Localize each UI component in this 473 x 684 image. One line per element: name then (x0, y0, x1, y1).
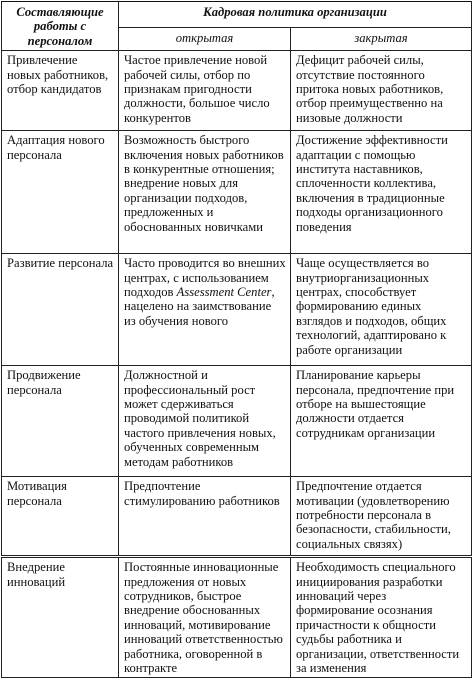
row-open (119, 254, 291, 366)
row-area: Мотивация персонала (2, 477, 119, 557)
table-row (2, 51, 472, 131)
row-open: Предпочтение стимулированию работников (119, 477, 291, 557)
row-open: Частое привлечение новой рабочей силы, отбор по признакам пригодности должности, большое число конкурентов (119, 51, 291, 131)
row-area: Привлечение новых работников, отбор кандидатов (2, 51, 119, 131)
hr-policy-table (1, 1, 472, 678)
table-row (2, 477, 472, 557)
row-closed: Планирование карьеры персонала, предпочтение при отборе на вышестоящие должности отдается сотрудникам организации (291, 366, 472, 477)
document-page (1, 1, 471, 682)
row-open: Постоянные инновационные предложения от новых сотрудников, быстрое внедрение обоснованных инноваций, мотивирование инноваций ответственностью работника, оговоренной в контракте (119, 557, 291, 678)
row-area: Внедрение инноваций (2, 557, 119, 678)
row-closed: Достижение эффективности адаптации с помощью института наставников, сплоченности коллектива, включения в традиционные подходы организационного поведения (291, 131, 472, 254)
table-row (2, 366, 472, 477)
header-area: Составляющие работы с персоналом (2, 2, 119, 51)
row-open-text: Часто проводится во внешних центрах, с использованием подходов (124, 256, 286, 300)
row-closed: Чаще осуществляется во внутриорганизационных центрах, способствует формированию единых взглядов и подходов, общих технологий, адаптировано к работе организации (291, 254, 472, 366)
row-closed: Предпочтение отдается мотивации (удовлетворению потребности персонала в безопасности, стабильности, социальных связях) (291, 477, 472, 557)
table-row (2, 254, 472, 366)
table-row (2, 557, 472, 678)
table-row (2, 131, 472, 254)
header-closed: закрытая (291, 27, 472, 51)
row-area: Продвижение персонала (2, 366, 119, 477)
row-closed: Дефицит рабочей силы, отсутствие постоянного притока новых работников, отбор преимущественно на низовые должности (291, 51, 472, 131)
row-closed: Необходимость специального инициирования разработки инноваций через формирование осознания причастности к общности судьбы работника и организации, ответственности за изменения (291, 557, 472, 678)
assessment-center-term: Assessment Center (176, 285, 272, 300)
header-policy-title: Кадровая политика организации (119, 2, 472, 28)
row-area: Развитие персонала (2, 254, 119, 366)
header-open: открытая (119, 27, 291, 51)
row-open: Возможность быстрого включения новых работников в конкурентные отношения; внедрение новых для организации подходов, предложенных и обоснованных новичками (119, 131, 291, 254)
row-open-text-end: , нацелено на заимствование из обучения нового (124, 285, 275, 328)
row-open: Должностной и профессиональный рост может сдерживаться проводимой политикой частого привлечения новых, обученных современным методам работников (119, 366, 291, 477)
row-area: Адаптация нового персонала (2, 131, 119, 254)
